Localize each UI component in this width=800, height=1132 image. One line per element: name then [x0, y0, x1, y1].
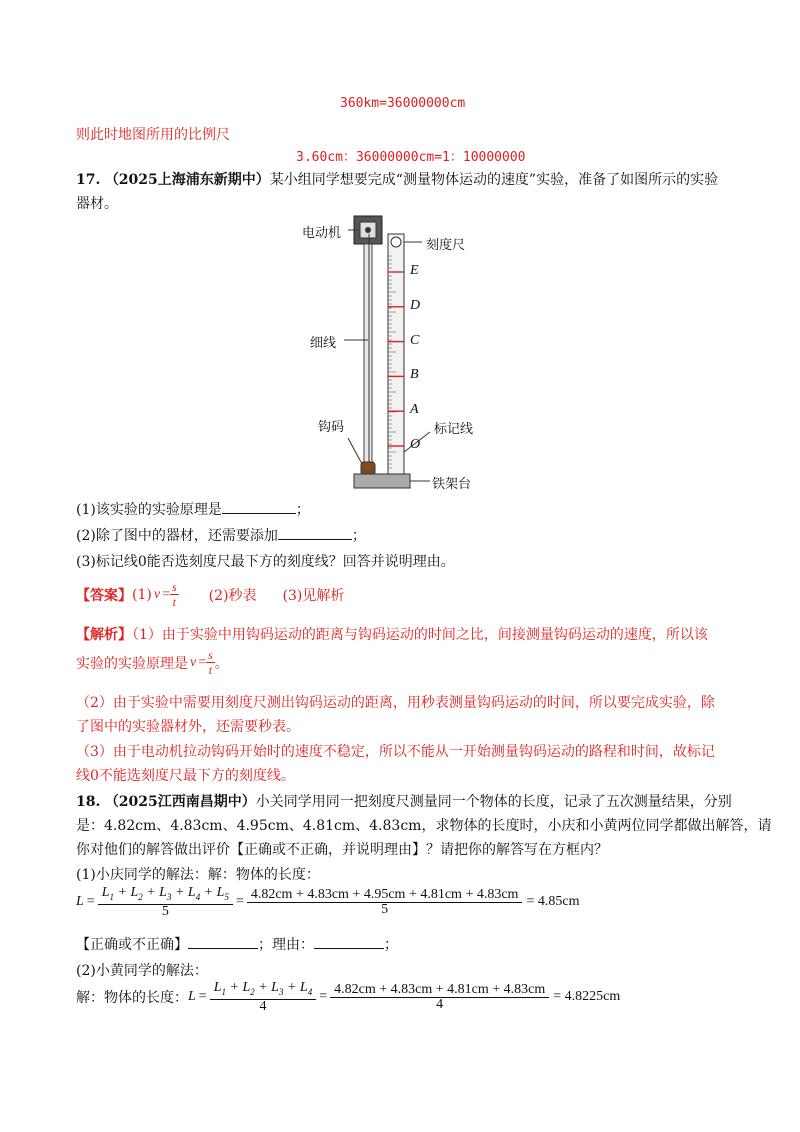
- eq2-equals-2: =: [319, 989, 328, 1005]
- analysis-eq: =: [198, 654, 207, 670]
- motor-axle: [365, 227, 371, 233]
- eq2-values-numerator: 4.82cm + 4.83cm + 4.81cm + 4.83cm: [330, 983, 549, 998]
- q17-text-2: 器材。: [76, 196, 118, 212]
- q18-equation-2: [76, 981, 620, 1014]
- label-mark: 标记线: [434, 422, 474, 437]
- eq1-symbolic-denominator: 5: [161, 903, 169, 919]
- ruler-tick-letter: O: [410, 437, 421, 452]
- stand-rod: [364, 244, 372, 474]
- eq1-result: = 4.85cm: [526, 894, 580, 910]
- top-line-1: 360km=36000000cm: [340, 96, 466, 111]
- q17-sub1-text: (1)该实验的实验原理是: [76, 502, 222, 518]
- analysis-l1: （1）由于实验中用钩码运动的距离与钩码运动的时间之比，间接测量钩码运动的速度，所以该: [132, 627, 708, 643]
- eq2-symbolic-fraction: [210, 981, 317, 1014]
- ruler-tick-letter: D: [410, 297, 421, 313]
- eq2-equals: =: [198, 989, 207, 1005]
- q18-text-3: 你对他们的解答做出评价【正确或不正确，并说明理由】？请把你的解答写在方框内？: [76, 842, 608, 858]
- q17-sub2: [76, 525, 366, 545]
- q18-sub1: (1)小庆同学的解法：解：物体的长度：: [76, 867, 320, 883]
- eq2-symbolic-denominator: 4: [259, 998, 267, 1014]
- q17-sub2-blank[interactable]: [278, 525, 352, 540]
- q17-stem-line-1: [76, 169, 718, 189]
- answer-tag: 【答案】: [76, 587, 132, 604]
- answer-eq: =: [162, 586, 170, 602]
- q17-analysis-line-2: [76, 648, 229, 677]
- q18-stem-line-1: [76, 791, 732, 811]
- q17-source: （2025上海浦东新期中）: [104, 172, 270, 188]
- analysis-fraction: [206, 648, 215, 677]
- top-line-3: 3.60cm：36000000cm=1：10000000: [296, 150, 526, 165]
- answer-p2: (2)秒表: [208, 587, 257, 604]
- q18-source: （2025江西南昌期中）: [104, 794, 256, 810]
- eq1-equals: =: [86, 894, 95, 910]
- label-stand: 铁架台: [432, 477, 472, 492]
- ruler-hole: [391, 237, 401, 247]
- ruler-tick-letter: E: [410, 263, 419, 278]
- eq1-symbolic-fraction: [98, 886, 233, 919]
- hook-weight: [361, 462, 375, 475]
- answer-v: v: [153, 586, 161, 602]
- q17-sub1-end: ；: [295, 502, 310, 518]
- ruler-tick-letter: A: [410, 402, 419, 418]
- label-motor: 电动机: [302, 226, 342, 241]
- analysis-frac-den: t: [208, 663, 213, 677]
- top-line-2: 则此时地图所用的比例尺: [76, 127, 230, 143]
- q18-text-2: 是：4.82cm、4.83cm、4.95cm、4.81cm、4.83cm，求物体的长度时，小庆和小黄两位同学都做出解答，请: [76, 818, 772, 834]
- q17-analysis-line-1: [76, 624, 708, 644]
- q17-number: 17.: [76, 172, 101, 188]
- q17-sub1: [76, 499, 310, 519]
- label-weight: 钩码: [318, 420, 345, 435]
- q17-analysis-line-6: 线0不能选刻度尺最下方的刻度线。: [76, 768, 295, 784]
- answer-p1-prefix: (1): [132, 586, 152, 603]
- q17-analysis-line-3: （2）由于实验中需要用刻度尺测出钩码运动的距离，用秒表测量钩码运动的时间，所以要完成实验，除: [76, 695, 715, 711]
- label-ruler: 刻度尺: [426, 238, 466, 253]
- ruler-tick-letter: C: [410, 332, 420, 348]
- eq2-L: L: [188, 989, 196, 1005]
- eq1-values-numerator: 4.82cm + 4.83cm + 4.95cm + 4.81cm + 4.83cm: [247, 888, 523, 903]
- q17-sub2-text: (2)除了图中的器材，还需要添加: [76, 528, 278, 544]
- ruler-body: [388, 234, 404, 474]
- analysis-l2: 实验的实验原理是: [76, 655, 188, 672]
- eq1-symbolic-numerator: $L_1 + L_2 + L_3 + L_4 + L_5$: [98, 886, 233, 905]
- judge-end: ；: [384, 937, 398, 953]
- reason-blank[interactable]: [314, 934, 384, 949]
- eq1-equals-2: =: [235, 894, 244, 910]
- analysis-tag: 【解析】: [76, 627, 132, 643]
- analysis-frac-num: s: [208, 648, 213, 662]
- label-thread: 细线: [310, 336, 337, 351]
- stand-base: [354, 474, 410, 488]
- analysis-l2-end: 。: [214, 655, 229, 672]
- answer-frac-num: s: [171, 580, 177, 594]
- eq2-symbolic-numerator: $L_1 + L_2 + L_3 + L_4$: [210, 981, 317, 1000]
- ruler-tick-letter: B: [410, 367, 419, 383]
- eq1-values-fraction: [247, 888, 523, 917]
- eq2-prefix: 解：物体的长度：: [76, 990, 188, 1007]
- judge-label: 【正确或不正确】: [76, 937, 188, 953]
- eq1-values-denominator: 5: [381, 901, 389, 917]
- answer-fraction: [170, 580, 179, 609]
- q17-text-1: 某小组同学想要完成“测量物体运动的速度”实验，准备了如图所示的实验: [269, 172, 719, 188]
- eq2-values-denominator: 4: [436, 996, 444, 1012]
- q17-sub2-end: ；: [351, 528, 366, 544]
- q18-equation-1: [76, 886, 579, 919]
- analysis-v: v: [190, 654, 197, 670]
- q17-sub1-blank[interactable]: [222, 499, 296, 514]
- q17-analysis-line-5: （3）由于电动机拉动钩码开始时的速度不稳定，所以不能从一开始测量钩码运动的路程和时间，故标记: [76, 744, 715, 760]
- q18-text-1: 小关同学用同一把刻度尺测量同一个物体的长度，记录了五次测量结果，分别: [255, 794, 732, 810]
- q17-apparatus-figure: [300, 212, 530, 497]
- weight-leader-line: [348, 438, 362, 464]
- q18-sub2: (2)小黄同学的解法：: [76, 963, 208, 979]
- reason-label: ；理由：: [258, 937, 314, 953]
- judge-blank[interactable]: [188, 934, 258, 949]
- eq2-result: = 4.8225cm: [553, 989, 621, 1005]
- eq1-L: L: [76, 894, 84, 910]
- q18-judge-line: [76, 934, 398, 954]
- eq2-values-fraction: [330, 983, 549, 1012]
- q17-answer: [76, 580, 344, 609]
- q17-analysis-line-4: 了图中的实验器材外，还需要秒表。: [76, 719, 300, 735]
- q18-number: 18.: [76, 794, 101, 810]
- answer-p3: (3)见解析: [282, 587, 345, 604]
- answer-frac-den: t: [172, 595, 176, 609]
- q17-sub3: (3)标记线0能否选刻度尺最下方的刻度线？回答并说明理由。: [76, 554, 455, 570]
